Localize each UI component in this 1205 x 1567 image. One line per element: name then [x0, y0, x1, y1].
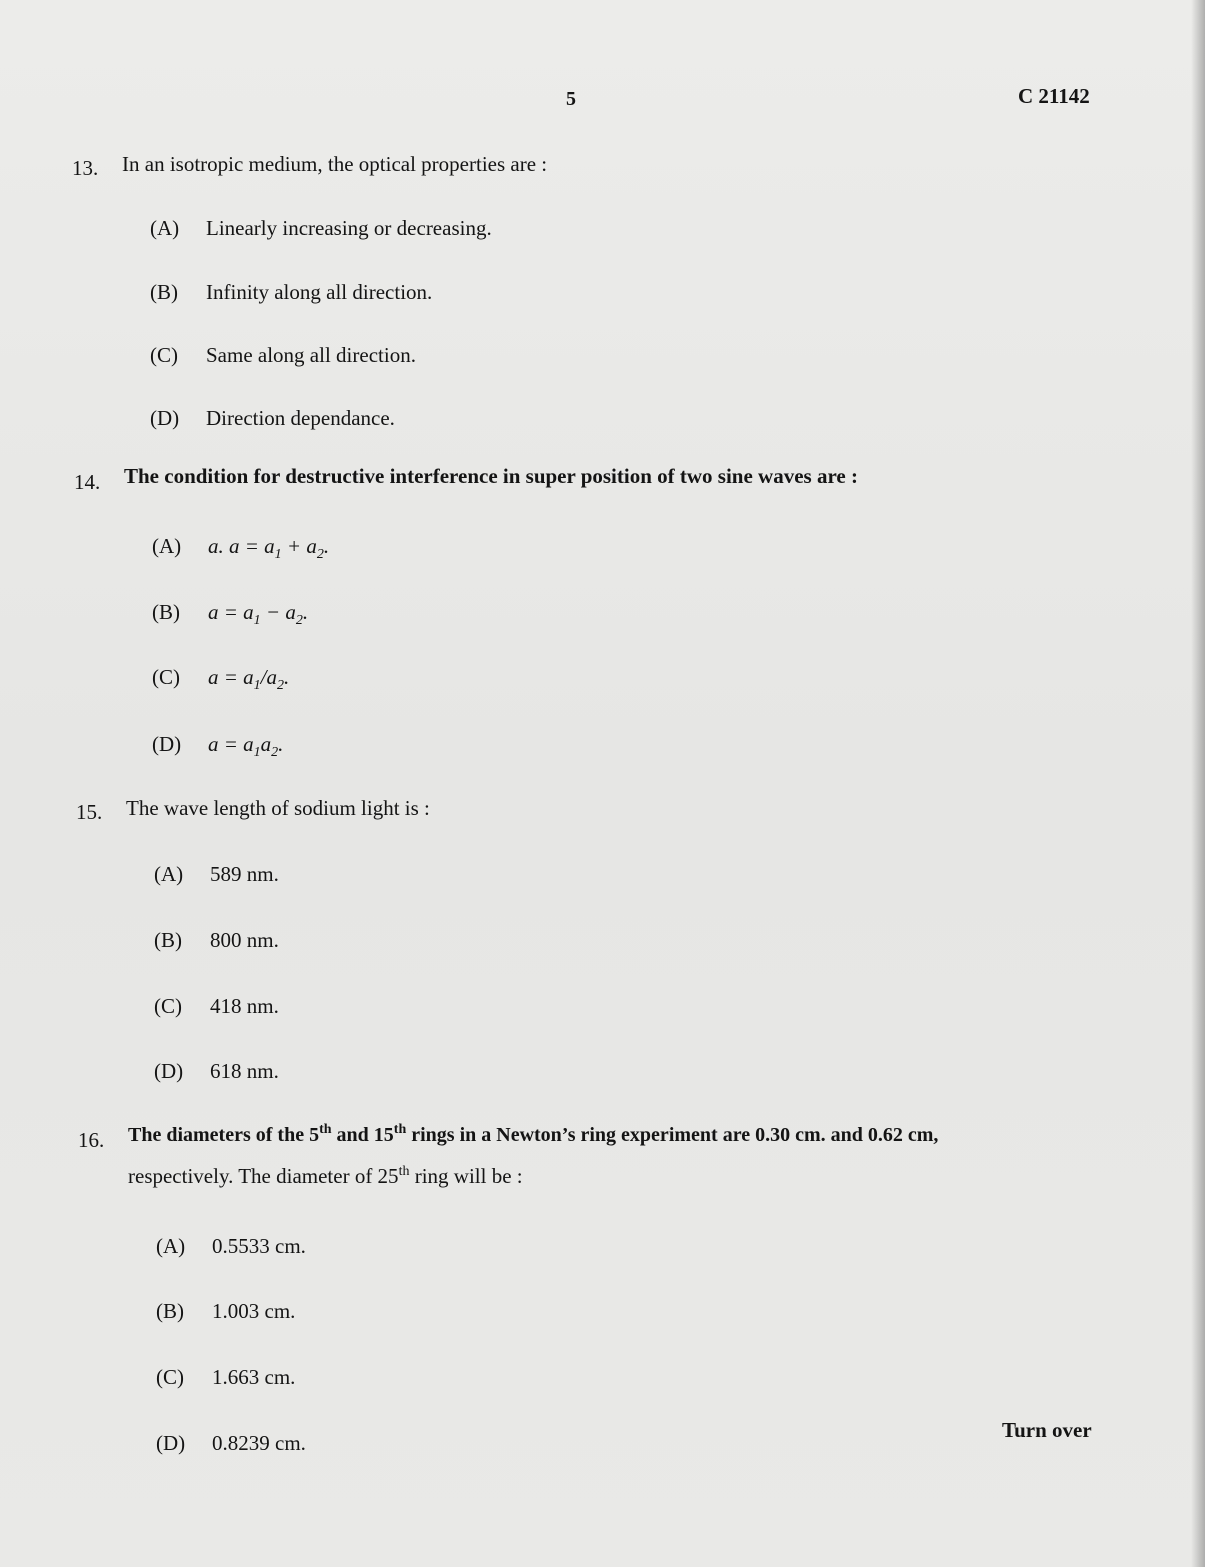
- question-13-option-c: (C) Same along all direction.: [150, 343, 416, 367]
- question-15-option-d: (D) 618 nm.: [154, 1059, 279, 1083]
- question-13-option-b: (B) Infinity along all direction.: [150, 280, 433, 304]
- question-16-text-line1: The diameters of the 5th and 15th rings in a Newton’s ring experiment are 0.30 cm. and 0.62 cm,: [128, 1122, 939, 1146]
- question-15-text: The wave length of sodium light is :: [126, 796, 430, 820]
- question-14-option-a: (A) a. $a = a_1 + a_2$.: [152, 534, 330, 562]
- question-15-option-c: (C) 418 nm.: [154, 994, 279, 1018]
- question-15-option-b: (B) 800 nm.: [154, 928, 279, 952]
- paper-code: C 21142: [1018, 84, 1090, 108]
- question-15-option-a: (A) 589 nm.: [154, 862, 279, 886]
- question-15-number: 15.: [76, 800, 103, 824]
- question-16-option-d: (D) 0.8239 cm.: [156, 1431, 306, 1455]
- question-14-text: The condition for destructive interference in super position of two sine waves are :: [124, 464, 858, 488]
- question-14-option-b: (B) $a = a_1 - a_2$.: [152, 600, 309, 628]
- question-13-text: In an isotropic medium, the optical properties are :: [122, 152, 548, 176]
- page-edge-shadow: [1191, 0, 1205, 1567]
- turn-over-label: Turn over: [1002, 1418, 1092, 1442]
- question-13-number: 13.: [72, 156, 99, 180]
- question-16-number: 16.: [78, 1128, 105, 1152]
- question-14-number: 14.: [74, 470, 101, 494]
- question-13-option-a: (A) Linearly increasing or decreasing.: [150, 216, 492, 240]
- question-16-option-b: (B) 1.003 cm.: [156, 1299, 296, 1323]
- question-16-option-a: (A) 0.5533 cm.: [156, 1234, 306, 1258]
- question-14-option-c: (C) $a = a_1/a_2$.: [152, 665, 290, 693]
- question-14-option-d: (D) $a = a_1a_2$.: [152, 732, 284, 760]
- question-16-option-c: (C) 1.663 cm.: [156, 1365, 296, 1389]
- question-16-text-line2: respectively. The diameter of 25th ring will be :: [128, 1164, 523, 1188]
- question-13-option-d: (D) Direction dependance.: [150, 406, 395, 430]
- page-number: 5: [566, 88, 576, 110]
